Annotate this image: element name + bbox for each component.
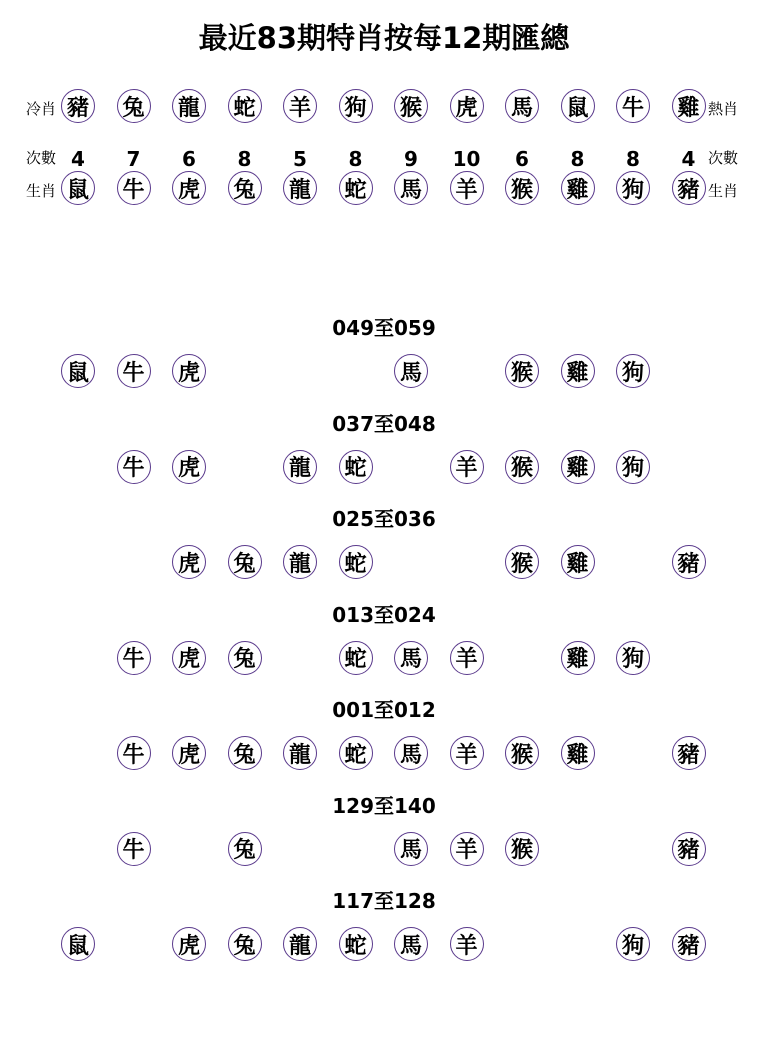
zodiac-badge: 兔 [228,545,262,579]
zodiac-badge: 鼠 [61,927,95,961]
zodiac-badge: 虎 [450,89,484,123]
zodiac-badge: 狗 [616,641,650,675]
zodiac-badge: 猴 [505,171,539,205]
zodiac-badge: 雞 [561,171,595,205]
zodiac-badge: 龍 [283,450,317,484]
empty-slot [561,832,595,866]
section-header: 129至140 [332,793,436,818]
zodiac-badge: 馬 [394,736,428,770]
page-title: 最近83期特肖按每12期匯總 [198,21,570,55]
zodiac-badge: 狗 [616,927,650,961]
zodiac-badge: 兔 [228,736,262,770]
zodiac-badge: 兔 [228,641,262,675]
zodiac-badge: 牛 [117,450,151,484]
empty-slot [283,832,317,866]
empty-slot [561,927,595,961]
count-value: 7 [126,147,141,171]
empty-slot [228,450,262,484]
zodiac-badge: 羊 [450,927,484,961]
count-label-right: 次數 [708,149,739,167]
empty-slot [61,450,95,484]
zodiac-badge: 雞 [561,545,595,579]
count-value: 4 [681,147,696,171]
zodiac-badge: 牛 [117,641,151,675]
zodiac-badge: 雞 [672,89,706,123]
empty-slot [339,354,373,388]
section-row [0,641,768,677]
zodiac-badge: 羊 [450,171,484,205]
zodiac-badge: 馬 [394,927,428,961]
zodiac-label-right: 生肖 [708,182,739,200]
zodiac-badge: 馬 [394,354,428,388]
section-row [0,736,768,772]
zodiac-badge: 鼠 [61,354,95,388]
zodiac-badge: 龍 [283,927,317,961]
empty-slot [61,832,95,866]
cold-hot-row [0,89,768,125]
zodiac-badge: 龍 [172,89,206,123]
empty-slot [672,450,706,484]
zodiac-badge: 雞 [561,354,595,388]
zodiac-badge: 猴 [505,832,539,866]
empty-slot [505,641,539,675]
empty-slot [339,832,373,866]
zodiac-badge: 牛 [117,171,151,205]
empty-slot [172,832,206,866]
count-value: 6 [182,147,196,171]
count-value: 5 [293,147,307,171]
zodiac-badge: 猴 [505,736,539,770]
zodiac-badge: 牛 [117,736,151,770]
zodiac-badge: 蛇 [339,171,373,205]
empty-slot [117,927,151,961]
zodiac-label-left: 生肖 [26,182,57,200]
zodiac-badge: 虎 [172,450,206,484]
zodiac-badge: 狗 [339,89,373,123]
zodiac-badge: 豬 [672,545,706,579]
zodiac-badge: 龍 [283,171,317,205]
empty-slot [672,641,706,675]
zodiac-badge: 虎 [172,736,206,770]
zodiac-badge: 虎 [172,927,206,961]
empty-slot [616,545,650,579]
zodiac-badge: 豬 [672,927,706,961]
zodiac-badge: 馬 [505,89,539,123]
zodiac-badge: 兔 [228,832,262,866]
empty-slot [61,736,95,770]
zodiac-badge: 蛇 [339,927,373,961]
section-row [0,545,768,581]
zodiac-badge: 虎 [172,641,206,675]
hot-label: 熱肖 [708,100,739,118]
count-label-left: 次數 [26,149,57,167]
zodiac-badge: 馬 [394,171,428,205]
zodiac-row [0,171,768,207]
zodiac-badge: 虎 [172,354,206,388]
empty-slot [61,545,95,579]
zodiac-badge: 猴 [394,89,428,123]
zodiac-badge: 猴 [505,450,539,484]
empty-slot [616,736,650,770]
empty-slot [283,354,317,388]
section-header: 001至012 [332,698,436,722]
section-header: 025至036 [332,507,436,531]
zodiac-badge: 龍 [283,736,317,770]
section-row [0,832,768,868]
zodiac-badge: 虎 [172,545,206,579]
section-header: 037至048 [332,411,436,436]
empty-slot [283,641,317,675]
section-row [0,450,768,486]
empty-slot [61,641,95,675]
zodiac-badge: 羊 [450,450,484,484]
zodiac-badge: 蛇 [339,450,373,484]
zodiac-badge: 豬 [672,832,706,866]
zodiac-badge: 蛇 [339,545,373,579]
zodiac-badge: 豬 [672,171,706,205]
zodiac-badge: 豬 [672,736,706,770]
zodiac-badge: 雞 [561,736,595,770]
count-value: 6 [515,147,529,171]
zodiac-badge: 羊 [450,736,484,770]
section-row [0,354,768,390]
zodiac-badge: 雞 [561,450,595,484]
zodiac-badge: 虎 [172,171,206,205]
zodiac-badge: 蛇 [339,736,373,770]
zodiac-badge: 猴 [505,545,539,579]
zodiac-badge: 狗 [616,171,650,205]
section-header: 117至128 [332,889,436,913]
zodiac-badge: 鼠 [561,89,595,123]
count-value: 8 [626,147,640,171]
count-value: 8 [237,147,252,171]
zodiac-badge: 蛇 [339,641,373,675]
zodiac-badge: 兔 [228,927,262,961]
count-value: 4 [71,147,85,171]
empty-slot [394,545,428,579]
zodiac-badge: 馬 [394,641,428,675]
zodiac-badge: 羊 [450,641,484,675]
count-value: 8 [570,147,585,171]
empty-slot [394,450,428,484]
zodiac-badge: 馬 [394,832,428,866]
zodiac-badge: 兔 [117,89,151,123]
section-header: 013至024 [332,602,436,627]
zodiac-badge: 牛 [616,89,650,123]
section-header: 049至059 [332,316,436,340]
cold-label: 冷肖 [26,100,57,118]
zodiac-badge: 羊 [283,89,317,123]
zodiac-badge: 兔 [228,171,262,205]
empty-slot [228,354,262,388]
count-value: 8 [348,147,363,171]
empty-slot [117,545,151,579]
zodiac-badge: 雞 [561,641,595,675]
zodiac-badge: 羊 [450,832,484,866]
empty-slot [450,354,484,388]
zodiac-badge: 蛇 [228,89,262,123]
zodiac-badge: 牛 [117,832,151,866]
zodiac-badge: 龍 [283,545,317,579]
empty-slot [616,832,650,866]
zodiac-badge: 鼠 [61,171,95,205]
zodiac-badge: 牛 [117,354,151,388]
empty-slot [505,927,539,961]
empty-slot [450,545,484,579]
empty-slot [672,354,706,388]
section-row [0,927,768,963]
count-value: 10 [452,147,481,171]
count-value: 9 [404,147,418,171]
zodiac-badge: 豬 [61,89,95,123]
zodiac-badge: 狗 [616,354,650,388]
zodiac-badge: 狗 [616,450,650,484]
zodiac-badge: 猴 [505,354,539,388]
